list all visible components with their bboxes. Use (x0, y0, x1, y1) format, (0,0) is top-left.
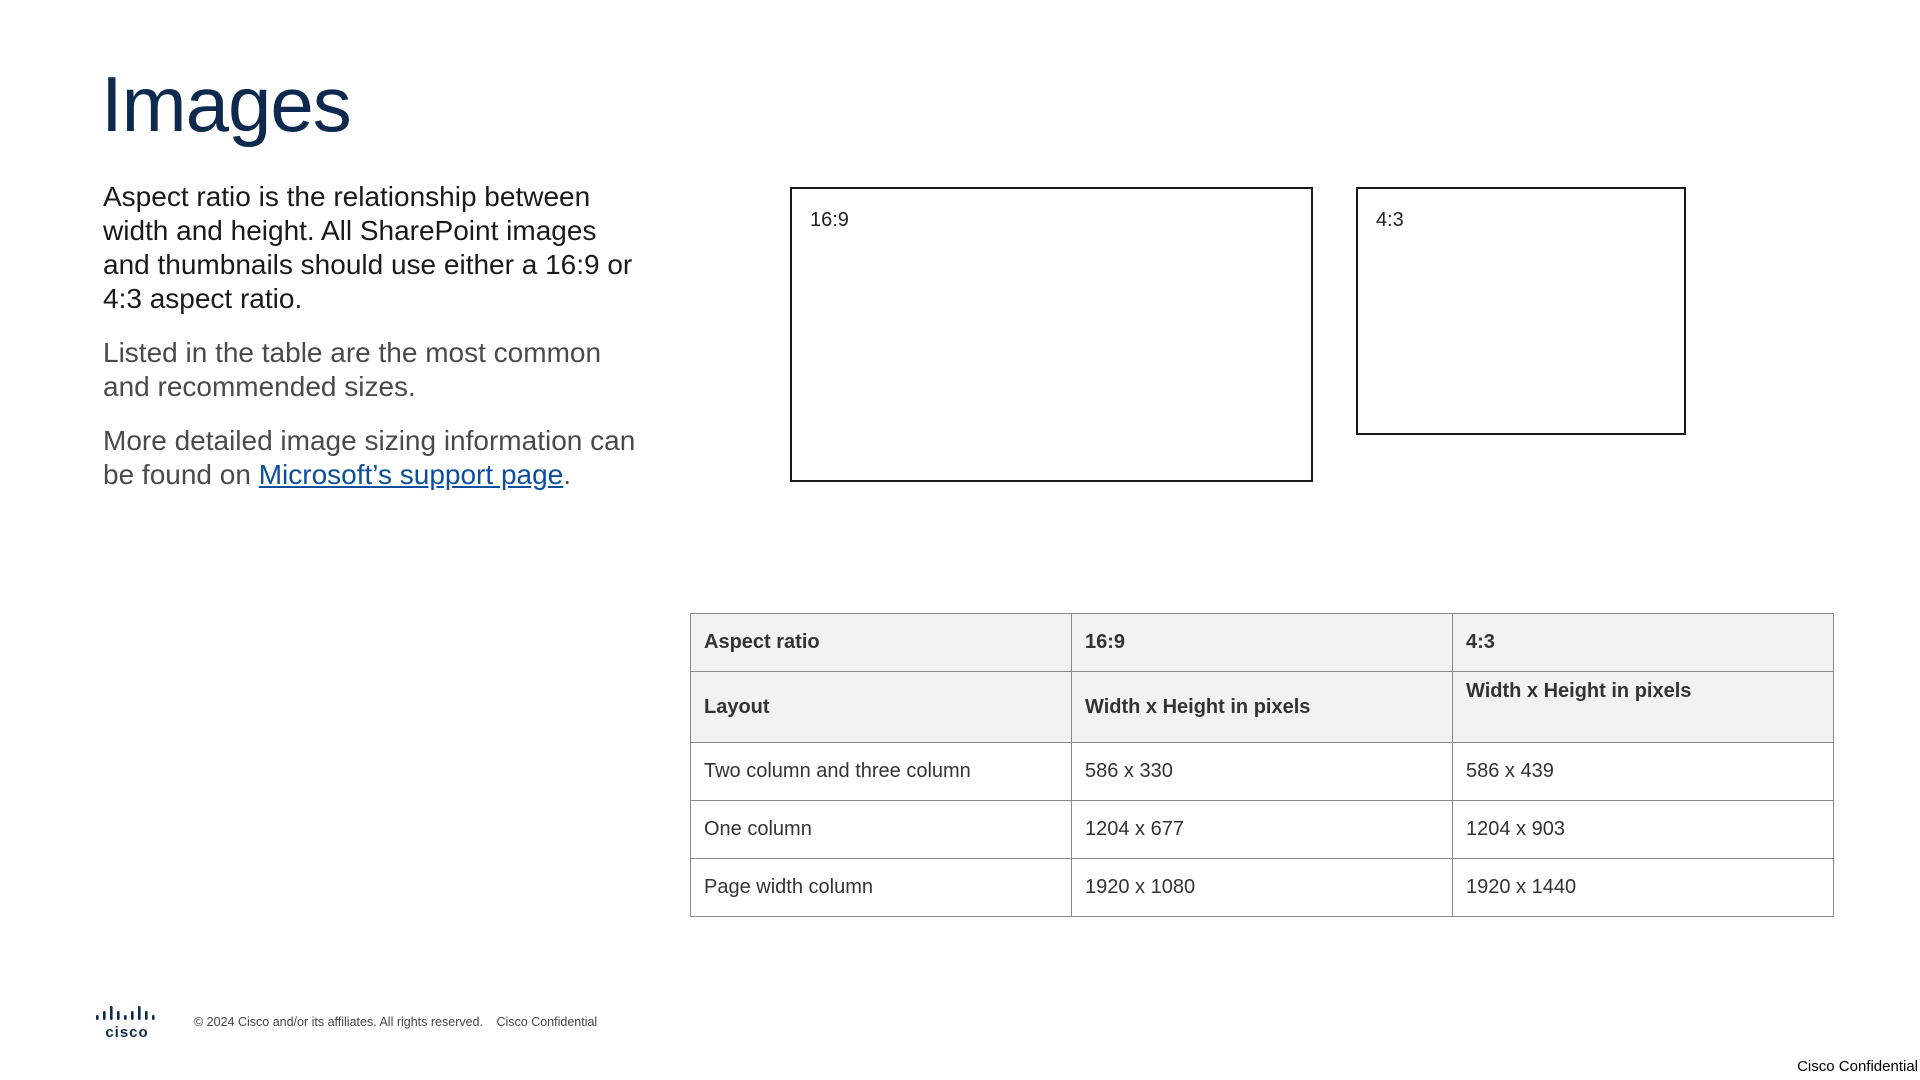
paragraph-more-info (103, 424, 643, 492)
table-cell: One column (691, 801, 1072, 859)
frame-16-9-label: 16:9 (810, 209, 849, 231)
table-cell: Page width column (691, 859, 1072, 917)
table-cell: 1920 x 1080 (1072, 859, 1453, 917)
table-header-cell: 4:3 (1453, 614, 1834, 672)
paragraph-table-intro: Listed in the table are the most common and recommended sizes. (103, 337, 602, 402)
image-sizes-table (690, 613, 1834, 917)
table-subheader-cell: Layout (691, 672, 1072, 743)
table-row (691, 859, 1834, 917)
corner-confidential-label: Cisco Confidential (1797, 1058, 1918, 1075)
table-subheader-cell: Width x Height in pixels (1453, 672, 1834, 743)
table-cell: 1204 x 677 (1072, 801, 1453, 859)
table-cell: 586 x 439 (1453, 743, 1834, 801)
table-cell: Two column and three column (691, 743, 1072, 801)
table-header-cell: Aspect ratio (691, 614, 1072, 672)
table-cell: 586 x 330 (1072, 743, 1453, 801)
table-header-row (691, 614, 1834, 672)
footer (194, 1015, 607, 1029)
body-text (103, 180, 643, 512)
table-row (691, 743, 1834, 801)
frame-4-3 (1356, 187, 1686, 435)
footer-copyright: © 2024 Cisco and/or its affiliates. All rights reserved. (194, 1015, 483, 1029)
table-subheader-row (691, 672, 1834, 743)
table-row (691, 801, 1834, 859)
frame-4-3-label: 4:3 (1376, 209, 1404, 231)
cisco-bridge-logo-icon (95, 1005, 161, 1039)
table-cell: 1204 x 903 (1453, 801, 1834, 859)
footer-confidential: Cisco Confidential (496, 1015, 598, 1029)
cisco-logo-wordmark: cisco (105, 1024, 149, 1039)
table-header-cell: 16:9 (1072, 614, 1453, 672)
more-info-prefix: More detailed image sizing information can be found on (103, 425, 636, 490)
slide-title: Images (101, 60, 351, 148)
paragraph-aspect-ratio: Aspect ratio is the relationship between width and height. All SharePoint images and thumbnails should use either a 16:9 or 4:3 aspect ratio. (103, 181, 633, 314)
table-subheader-cell: Width x Height in pixels (1072, 672, 1453, 743)
table-cell: 1920 x 1440 (1453, 859, 1834, 917)
microsoft-support-link[interactable]: Microsoft’s support page (258, 459, 564, 490)
frame-16-9 (790, 187, 1313, 482)
more-info-suffix: . (563, 459, 572, 490)
